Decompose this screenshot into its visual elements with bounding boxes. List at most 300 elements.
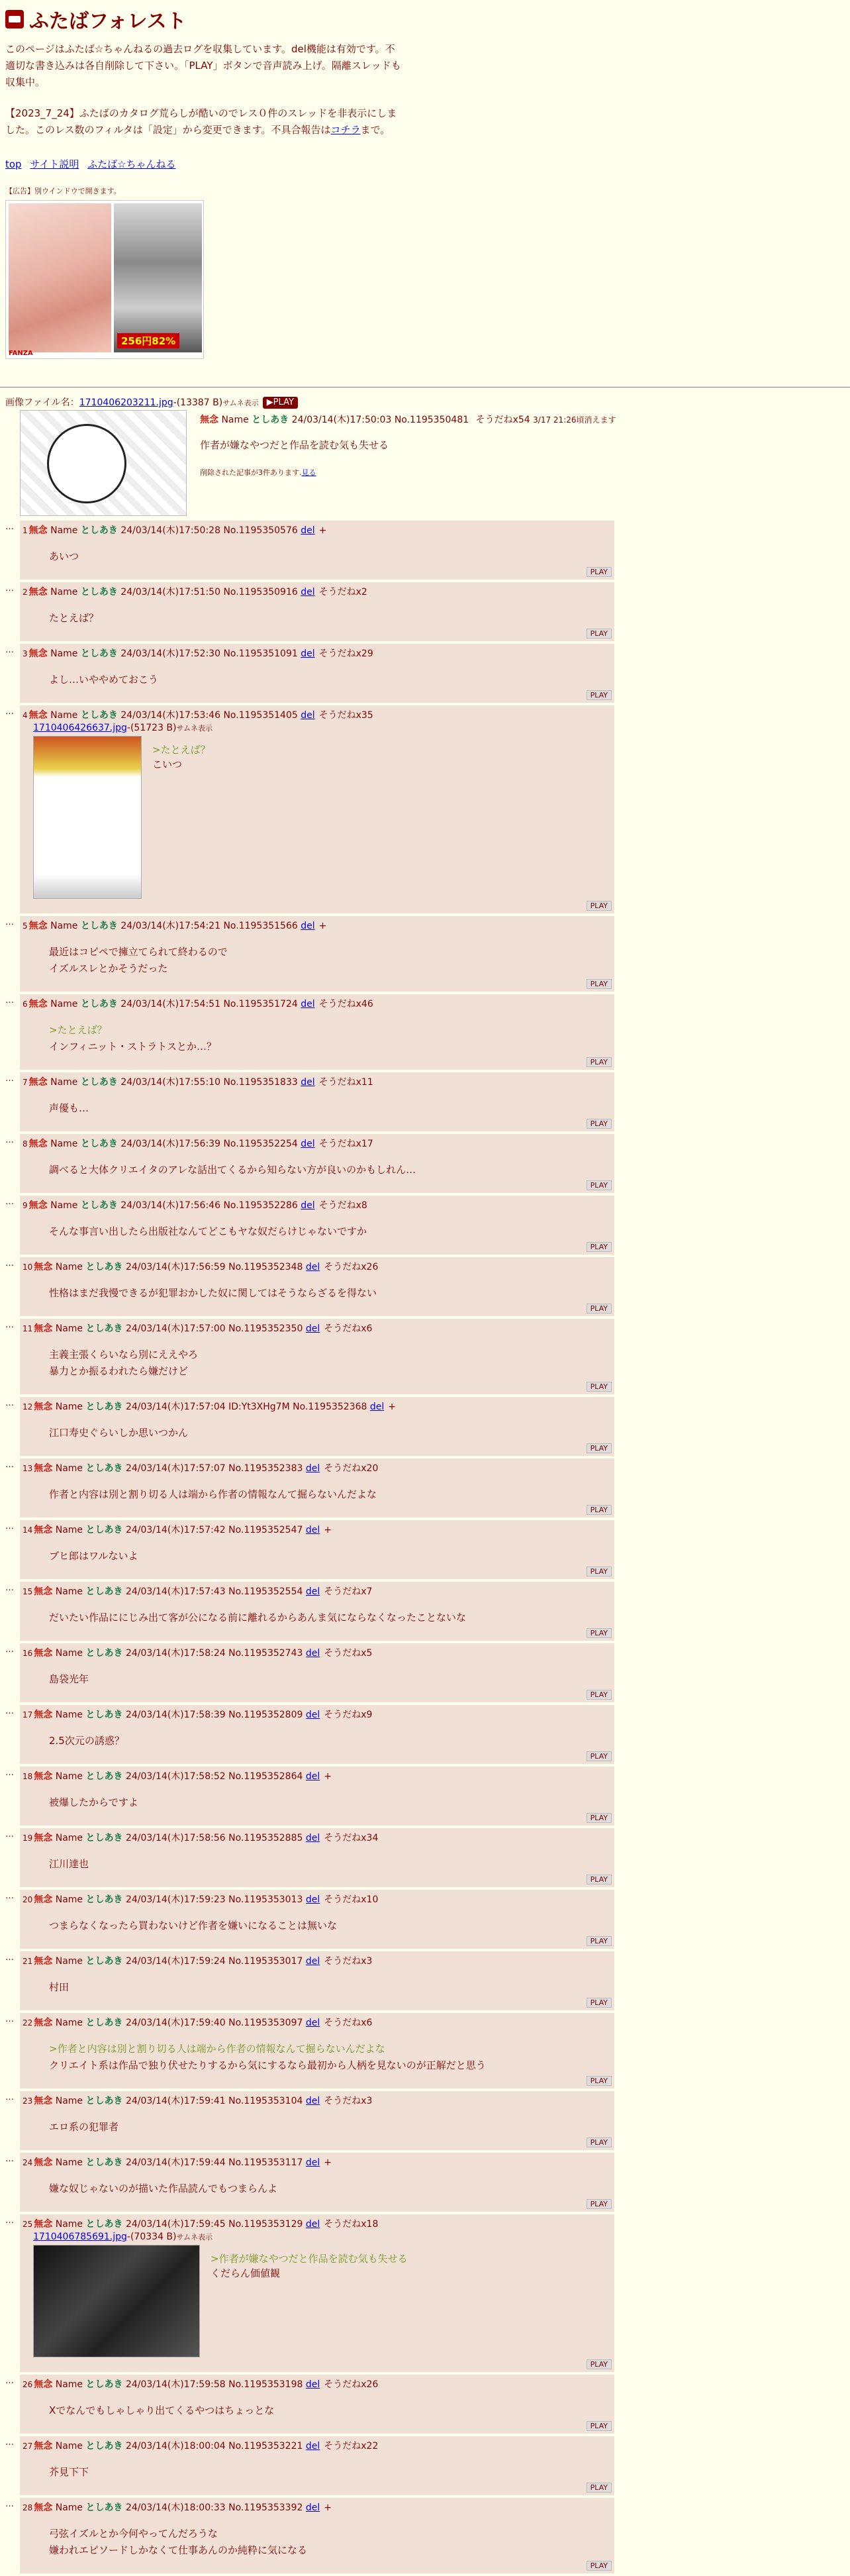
- reply-name-label: Name: [55, 2502, 83, 2513]
- reply-name: としあき: [85, 1771, 123, 1782]
- reply-dots: …: [5, 1074, 14, 1084]
- sodane-button[interactable]: そうだねx6: [324, 1323, 373, 1334]
- reply-header: [23, 1461, 612, 1476]
- del-link[interactable]: del: [305, 2379, 320, 2390]
- reply-play-button[interactable]: PLAY: [587, 1690, 612, 1700]
- reply-file-line: 1710406785691.jpg-(70334 B)サムネ表示: [33, 2232, 212, 2242]
- reply-body: [23, 1274, 612, 1302]
- ad-image-right[interactable]: [114, 203, 202, 352]
- deleted-view-link[interactable]: 見る: [301, 468, 316, 477]
- reply-play-button[interactable]: PLAY: [587, 1567, 612, 1576]
- reply-name-label: Name: [50, 921, 78, 931]
- reply-play-button[interactable]: PLAY: [587, 1936, 612, 1946]
- reply-subject: 無念: [34, 1833, 53, 1843]
- reply-subject: 無念: [28, 1077, 48, 1088]
- sodane-button[interactable]: そうだねx7: [324, 1586, 373, 1597]
- reply-message: よし…いややめておこう: [49, 674, 159, 686]
- sodane-button[interactable]: そうだねx26: [324, 2379, 379, 2390]
- reply-dots: …: [5, 1583, 14, 1593]
- reply-name-label: Name: [55, 1323, 83, 1334]
- reply-no: No.1195351833: [223, 1077, 298, 1088]
- reply-no: No.1195353129: [228, 2219, 303, 2230]
- reply-date: 24/03/14(木)17:52:30: [120, 648, 220, 659]
- sodane-button[interactable]: そうだねx22: [324, 2441, 379, 2451]
- reply-subject: 無念: [28, 999, 48, 1009]
- reply-play-button[interactable]: PLAY: [587, 1875, 612, 1884]
- reply-body: [23, 599, 612, 627]
- reply-header: [23, 2377, 612, 2392]
- reply-play-button[interactable]: PLAY: [587, 2483, 612, 2493]
- sodane-button[interactable]: そうだねx11: [318, 1077, 373, 1088]
- sodane-button[interactable]: そうだねx10: [324, 1894, 379, 1905]
- reply-image[interactable]: [33, 736, 142, 899]
- reply-no: No.1195353198: [228, 2379, 303, 2390]
- reply-dots: …: [5, 1953, 14, 1963]
- reply-body: [23, 1722, 612, 1749]
- reply-subject: 無念: [28, 921, 48, 931]
- reply-row: [5, 2375, 614, 2434]
- reply-name-label: Name: [50, 525, 78, 536]
- reply-header: [23, 1400, 612, 1414]
- reply-subject: 無念: [34, 2018, 53, 2028]
- reply-subject: 無念: [34, 1648, 53, 1659]
- reply-subject: 無念: [28, 587, 48, 597]
- reply-no: No.1195351566: [223, 921, 298, 931]
- reply-date: 24/03/14(木)18:00:04: [125, 2441, 226, 2451]
- reply-message: Xでなんでもしゃしゃり出てくるやつはちょっとな: [49, 2404, 275, 2416]
- op-file-link[interactable]: 1710406203211.jpg: [79, 397, 173, 408]
- op-sodane-button[interactable]: そうだねx54: [475, 415, 530, 425]
- reply-dots: …: [5, 584, 14, 593]
- sodane-button[interactable]: +: [388, 1402, 397, 1412]
- reply-number: 24: [23, 2158, 33, 2167]
- reply-message: 弓弦イズルとか今何やってんだろうな: [49, 2528, 218, 2540]
- del-link[interactable]: del: [305, 1894, 320, 1905]
- sodane-button[interactable]: そうだねx2: [318, 587, 367, 597]
- reply-name: としあき: [85, 1525, 123, 1535]
- del-link[interactable]: del: [301, 921, 315, 931]
- intro-text: このページはふたば☆ちゃんねるの過去ログを収集しています。del機能は有効です。不適切な書き込みは各自削除して下さい。「PLAY」ボタンで音声読み上げ。隔離スレッドも収集中。: [5, 43, 401, 88]
- reply-play-button[interactable]: PLAY: [587, 1242, 612, 1252]
- reply-number: 4: [23, 711, 28, 720]
- reply-no: No.1195353117: [228, 2157, 303, 2168]
- del-link[interactable]: del: [305, 1586, 320, 1597]
- del-link[interactable]: del: [305, 1956, 320, 1967]
- del-link[interactable]: del: [305, 1463, 320, 1474]
- reply-name-label: Name: [50, 648, 78, 659]
- reply-date: 24/03/14(木)17:57:42: [125, 1525, 226, 1535]
- reply-row: [5, 2013, 614, 2088]
- reply-name-label: Name: [55, 2379, 83, 2390]
- reply-body: [23, 2515, 612, 2559]
- reply-play-button[interactable]: PLAY: [587, 901, 612, 911]
- reply-no: No.1195352350: [228, 1323, 303, 1334]
- reply-post: [20, 1257, 614, 1316]
- reply-date: 24/03/14(木)17:50:28: [120, 525, 220, 536]
- sodane-button[interactable]: そうだねx29: [318, 648, 373, 659]
- reply-body: [23, 661, 612, 688]
- reply-header: [23, 1137, 612, 1151]
- del-link[interactable]: del: [301, 999, 315, 1009]
- reply-date: 24/03/14(木)17:55:10: [120, 1077, 220, 1088]
- reply-date: 24/03/14(木)17:57:04: [125, 1402, 226, 1412]
- reply-subject: 無念: [34, 2502, 53, 2513]
- reply-dots: …: [5, 1768, 14, 1778]
- reply-post: [20, 1397, 614, 1456]
- reply-row: [5, 2153, 614, 2212]
- del-link[interactable]: del: [301, 648, 315, 659]
- sodane-button[interactable]: そうだねx9: [324, 1710, 373, 1720]
- del-link[interactable]: del: [305, 2018, 320, 2028]
- reply-body: [23, 1661, 612, 1688]
- reply-name-label: Name: [55, 1586, 83, 1597]
- reply-body: [23, 2453, 612, 2481]
- reply-name-label: Name: [55, 1833, 83, 1843]
- sodane-button[interactable]: +: [318, 921, 327, 931]
- del-link[interactable]: del: [305, 2441, 320, 2451]
- reply-post: [20, 582, 614, 641]
- reply-play-button[interactable]: PLAY: [587, 1443, 612, 1453]
- reply-number: 18: [23, 1772, 33, 1781]
- nav-links: [5, 157, 402, 171]
- del-link[interactable]: del: [305, 1323, 320, 1334]
- reply-message: つまらなくなったら買わないけど作者を嫌いになることは無いな: [49, 1920, 338, 1932]
- reply-number: 19: [23, 1833, 33, 1843]
- reply-message: 2.5次元の誘惑？: [49, 1735, 124, 1747]
- del-link[interactable]: del: [305, 1648, 320, 1659]
- reply-name-label: Name: [55, 1463, 83, 1474]
- reply-message: 芥見下下: [49, 2466, 89, 2478]
- reply-header: [23, 646, 612, 661]
- reply-play-button[interactable]: PLAY: [587, 1382, 612, 1392]
- reply-header: [23, 2217, 612, 2232]
- reply-name-label: Name: [55, 1262, 83, 1272]
- reply-play-button[interactable]: PLAY: [587, 1057, 612, 1067]
- sodane-button[interactable]: +: [318, 525, 327, 536]
- sodane-button[interactable]: そうだねx18: [324, 2219, 379, 2230]
- del-link[interactable]: del: [305, 1525, 320, 1535]
- del-link[interactable]: del: [301, 1200, 315, 1211]
- top-link[interactable]: top: [5, 158, 22, 170]
- del-link[interactable]: del: [369, 1402, 385, 1412]
- reply-name: としあき: [85, 1463, 123, 1474]
- reply-row: [5, 1257, 614, 1316]
- sodane-button[interactable]: +: [324, 2502, 332, 2513]
- reply-row: [5, 2436, 614, 2495]
- reply-message: インフィニット・ストラトスとか…？: [49, 1041, 217, 1053]
- reply-dots: …: [5, 1398, 14, 1408]
- reply-name-label: Name: [55, 1648, 83, 1659]
- reply-play-button[interactable]: PLAY: [587, 1751, 612, 1761]
- ad-banner[interactable]: [5, 200, 204, 359]
- reply-name: としあき: [85, 2219, 123, 2230]
- reply-row: [5, 705, 614, 913]
- ad-brand-logo: FANZA: [9, 350, 33, 357]
- sodane-button[interactable]: そうだねx46: [318, 999, 373, 1009]
- reply-header: [23, 2439, 612, 2453]
- reply-dots: …: [5, 1645, 14, 1655]
- sodane-button[interactable]: そうだねx17: [318, 1139, 373, 1149]
- reply-name: としあき: [80, 921, 118, 931]
- reply-name: としあき: [85, 2157, 123, 2168]
- reply-header: [23, 919, 612, 933]
- reply-subject: 無念: [34, 2441, 53, 2451]
- del-link[interactable]: del: [305, 1833, 320, 1843]
- sodane-button[interactable]: そうだねx26: [324, 1262, 379, 1272]
- del-link[interactable]: del: [301, 1139, 315, 1149]
- sodane-button[interactable]: そうだねx34: [324, 1833, 379, 1843]
- reply-post: [20, 2436, 614, 2495]
- reply-name: としあき: [85, 1586, 123, 1597]
- reply-number: 26: [23, 2380, 33, 2389]
- reply-play-button[interactable]: PLAY: [587, 2199, 612, 2209]
- reply-play-button[interactable]: PLAY: [587, 1119, 612, 1129]
- reply-play-button[interactable]: PLAY: [587, 629, 612, 639]
- reply-play-button[interactable]: PLAY: [587, 1180, 612, 1190]
- reply-dots: …: [5, 917, 14, 927]
- reply-row: [5, 1196, 614, 1255]
- reply-dots: …: [5, 1706, 14, 1716]
- reply-number: 21: [23, 1957, 33, 1966]
- reply-number: 11: [23, 1324, 33, 1333]
- reply-name: としあき: [80, 525, 118, 536]
- reply-post: [20, 1134, 614, 1193]
- sodane-button[interactable]: そうだねx6: [324, 2018, 373, 2028]
- del-link[interactable]: del: [301, 525, 315, 536]
- reply-post: [20, 705, 614, 913]
- reply-name-label: Name: [55, 2096, 83, 2106]
- reply-no: No.1195352809: [228, 1710, 303, 1720]
- reply-post: [20, 1705, 614, 1764]
- reply-no: No.1195351405: [223, 710, 298, 721]
- reply-dots: …: [5, 2216, 14, 2226]
- reply-post: [20, 521, 614, 580]
- reply-subject: 無念: [34, 2219, 53, 2230]
- reply-message: 声優も…: [49, 1102, 89, 1114]
- reply-row: [5, 994, 614, 1070]
- reply-number: 9: [23, 1201, 28, 1210]
- reply-subject: 無念: [34, 2096, 53, 2106]
- reply-body: [23, 1537, 612, 1565]
- del-link[interactable]: del: [301, 710, 315, 721]
- reply-name-label: Name: [55, 1525, 83, 1535]
- reply-header: [23, 1260, 612, 1274]
- reply-file-link[interactable]: 1710406426637.jpg: [33, 723, 127, 733]
- report-link[interactable]: コチラ: [330, 124, 361, 136]
- reply-play-button[interactable]: PLAY: [587, 1998, 612, 2008]
- del-link[interactable]: del: [305, 2096, 320, 2106]
- reply-header: [23, 997, 612, 1011]
- reply-dots: …: [5, 2376, 14, 2386]
- reply-header: [23, 2016, 612, 2030]
- reply-name-label: Name: [55, 1402, 83, 1412]
- del-link[interactable]: del: [301, 1077, 315, 1088]
- reply-body: [23, 1784, 612, 1811]
- reply-body: [23, 1414, 612, 1441]
- sodane-button[interactable]: そうだねx3: [324, 1956, 373, 1967]
- reply-play-button[interactable]: PLAY: [587, 979, 612, 989]
- reply-message-line2: イズルスレとかそうだった: [49, 962, 168, 974]
- reply-play-button[interactable]: PLAY: [587, 1304, 612, 1314]
- futaba-link[interactable]: ふたば☆ちゃんねる: [87, 158, 176, 170]
- sodane-button[interactable]: +: [324, 1525, 332, 1535]
- reply-name: としあき: [85, 2096, 123, 2106]
- reply-play-button[interactable]: PLAY: [587, 1813, 612, 1823]
- reply-body: [23, 1599, 612, 1626]
- reply-date: 24/03/14(木)17:56:39: [120, 1139, 220, 1149]
- reply-play-button[interactable]: PLAY: [587, 690, 612, 700]
- reply-body: [23, 2030, 612, 2074]
- sodane-button[interactable]: そうだねx35: [318, 710, 373, 721]
- reply-no: No.1195353013: [228, 1894, 303, 1905]
- op-image[interactable]: [20, 410, 187, 516]
- reply-play-button[interactable]: PLAY: [587, 2076, 612, 2086]
- sodane-button[interactable]: +: [324, 1771, 332, 1782]
- reply-subject: 無念: [34, 1323, 53, 1334]
- reply-header: [23, 1892, 612, 1907]
- reply-post: [20, 644, 614, 703]
- sodane-button[interactable]: そうだねx20: [324, 1463, 379, 1474]
- reply-play-button[interactable]: PLAY: [587, 1505, 612, 1515]
- del-link[interactable]: del: [305, 2502, 320, 2513]
- reply-name-label: Name: [55, 1894, 83, 1905]
- reply-name-label: Name: [55, 2219, 83, 2230]
- reply-name: としあき: [80, 710, 118, 721]
- reply-row: [5, 521, 614, 580]
- del-link[interactable]: del: [305, 1710, 320, 1720]
- ad-image-left[interactable]: [9, 203, 111, 352]
- reply-no: No.1195352554: [228, 1586, 303, 1597]
- reply-play-button[interactable]: PLAY: [587, 2359, 612, 2369]
- reply-name-label: Name: [50, 1077, 78, 1088]
- site-title: ふたばフォレスト: [5, 4, 402, 34]
- about-link[interactable]: サイト説明: [30, 158, 79, 170]
- reply-body: [23, 1011, 612, 1055]
- sodane-button[interactable]: そうだねx5: [324, 1648, 373, 1659]
- reply-header: [23, 1954, 612, 1969]
- reply-header: [23, 1321, 612, 1336]
- reply-number: 22: [23, 2018, 33, 2028]
- reply-message: あいつ: [49, 550, 79, 562]
- reply-row: [5, 1767, 614, 1826]
- reply-header: [23, 1646, 612, 1661]
- reply-number: 13: [23, 1464, 33, 1473]
- sodane-button[interactable]: そうだねx3: [324, 2096, 373, 2106]
- reply-number: 12: [23, 1402, 33, 1412]
- reply-date: 24/03/14(木)17:54:21: [120, 921, 220, 931]
- reply-name: としあき: [80, 648, 118, 659]
- reply-message: 主義主張くらいなら別にええやろ: [49, 1349, 199, 1361]
- reply-name: としあき: [85, 2018, 123, 2028]
- reply-post: [20, 1951, 614, 2010]
- reply-body: [23, 1845, 612, 1873]
- reply-name: としあき: [80, 1077, 118, 1088]
- reply-number: 25: [23, 2220, 33, 2229]
- reply-subject: 無念: [28, 1200, 48, 1211]
- reply-message: 島袋光年: [49, 1673, 89, 1685]
- reply-play-button[interactable]: PLAY: [587, 2561, 612, 2571]
- reply-no: No.1195351091: [223, 648, 298, 659]
- sodane-button[interactable]: +: [324, 2157, 332, 2168]
- reply-subject: 無念: [34, 1463, 53, 1474]
- op-post: [5, 395, 846, 477]
- reply-body: [23, 1336, 612, 1380]
- reply-row: [5, 2091, 614, 2150]
- reply-dots: …: [5, 1521, 14, 1531]
- del-link[interactable]: del: [305, 1262, 320, 1272]
- reply-header: [23, 708, 612, 723]
- del-link[interactable]: del: [305, 2157, 320, 2168]
- reply-name: としあき: [85, 1894, 123, 1905]
- del-link[interactable]: del: [305, 1771, 320, 1782]
- reply-name-label: Name: [55, 1956, 83, 1967]
- op-file-line: 画像ファイル名：1710406203211.jpg-(13387 B)サムネ表示 ▶PLAY: [5, 395, 846, 409]
- reply-number: 8: [23, 1139, 28, 1149]
- reply-name: としあき: [85, 1402, 123, 1412]
- reply-play-button[interactable]: PLAY: [587, 1628, 612, 1638]
- reply-name-label: Name: [55, 2157, 83, 2168]
- reply-play-button[interactable]: PLAY: [587, 2138, 612, 2147]
- sodane-button[interactable]: そうだねx8: [318, 1200, 367, 1211]
- reply-row: [5, 582, 614, 641]
- reply-no: No.1195350916: [223, 587, 298, 597]
- reply-number: 20: [23, 1895, 33, 1904]
- reply-post: [20, 2091, 614, 2150]
- reply-message: 嫌な奴じゃないのが描いた作品読んでもつまらんよ: [49, 2183, 278, 2194]
- del-link[interactable]: del: [301, 587, 315, 597]
- header: [5, 4, 402, 359]
- notice-text: 【2023_7_24】ふたばのカタログ荒らしが酷いのでレス０件のスレッドを非表示にしました。このレス数のフィルタは「設定」から変更できます。不具合報告はコチラまで。: [5, 107, 397, 136]
- reply-no: No.1195353392: [228, 2502, 303, 2513]
- reply-date: 24/03/14(木)17:54:51: [120, 999, 220, 1009]
- reply-row: [5, 2214, 614, 2372]
- ad-area: [5, 185, 402, 359]
- reply-subject: 無念: [34, 1586, 53, 1597]
- reply-name-label: Name: [50, 587, 78, 597]
- reply-no: No.1195351724: [223, 999, 298, 1009]
- reply-row: [5, 1520, 614, 1579]
- reply-message: 被爆したからですよ: [49, 1796, 138, 1808]
- reply-file-line: 1710406426637.jpg-(51723 B)サムネ表示: [33, 723, 212, 733]
- reply-body: [23, 2108, 612, 2136]
- reply-date: 24/03/14(木)17:59:23: [125, 1894, 226, 1905]
- reply-post: [20, 1582, 614, 1641]
- reply-no: ID:Yt3XHg7M No.1195352368: [228, 1402, 367, 1412]
- reply-no: No.1195353221: [228, 2441, 303, 2451]
- reply-no: No.1195353104: [228, 2096, 303, 2106]
- reply-play-button[interactable]: PLAY: [587, 2421, 612, 2431]
- reply-name-label: Name: [50, 1200, 78, 1211]
- reply-number: 1: [23, 526, 28, 535]
- reply-file-link[interactable]: 1710406785691.jpg: [33, 2232, 127, 2242]
- reply-body: [23, 2170, 612, 2197]
- reply-number: 10: [23, 1262, 33, 1272]
- reply-play-button[interactable]: PLAY: [587, 567, 612, 577]
- op-header: 無念 Name としあき 24/03/14(木)17:50:03 No.1195350481 そうだねx54 3/17 21:26頃消えます: [200, 415, 616, 425]
- reply-no: No.1195352743: [228, 1648, 303, 1659]
- reply-header: [23, 1584, 612, 1599]
- reply-number: 14: [23, 1525, 33, 1535]
- reply-image[interactable]: [33, 2245, 200, 2357]
- reply-message: クリエイト系は作品で独り伏せたりするから気にするなら最初から人柄を見ないのが正解だと思う: [49, 2059, 486, 2071]
- del-link[interactable]: del: [305, 2219, 320, 2230]
- reply-no: No.1195353097: [228, 2018, 303, 2028]
- reply-subject: 無念: [34, 1956, 53, 1967]
- reply-no: No.1195352383: [228, 1463, 303, 1474]
- reply-date: 24/03/14(木)17:57:43: [125, 1586, 226, 1597]
- op-play-button[interactable]: ▶PLAY: [263, 397, 298, 409]
- reply-post: [20, 1828, 614, 1887]
